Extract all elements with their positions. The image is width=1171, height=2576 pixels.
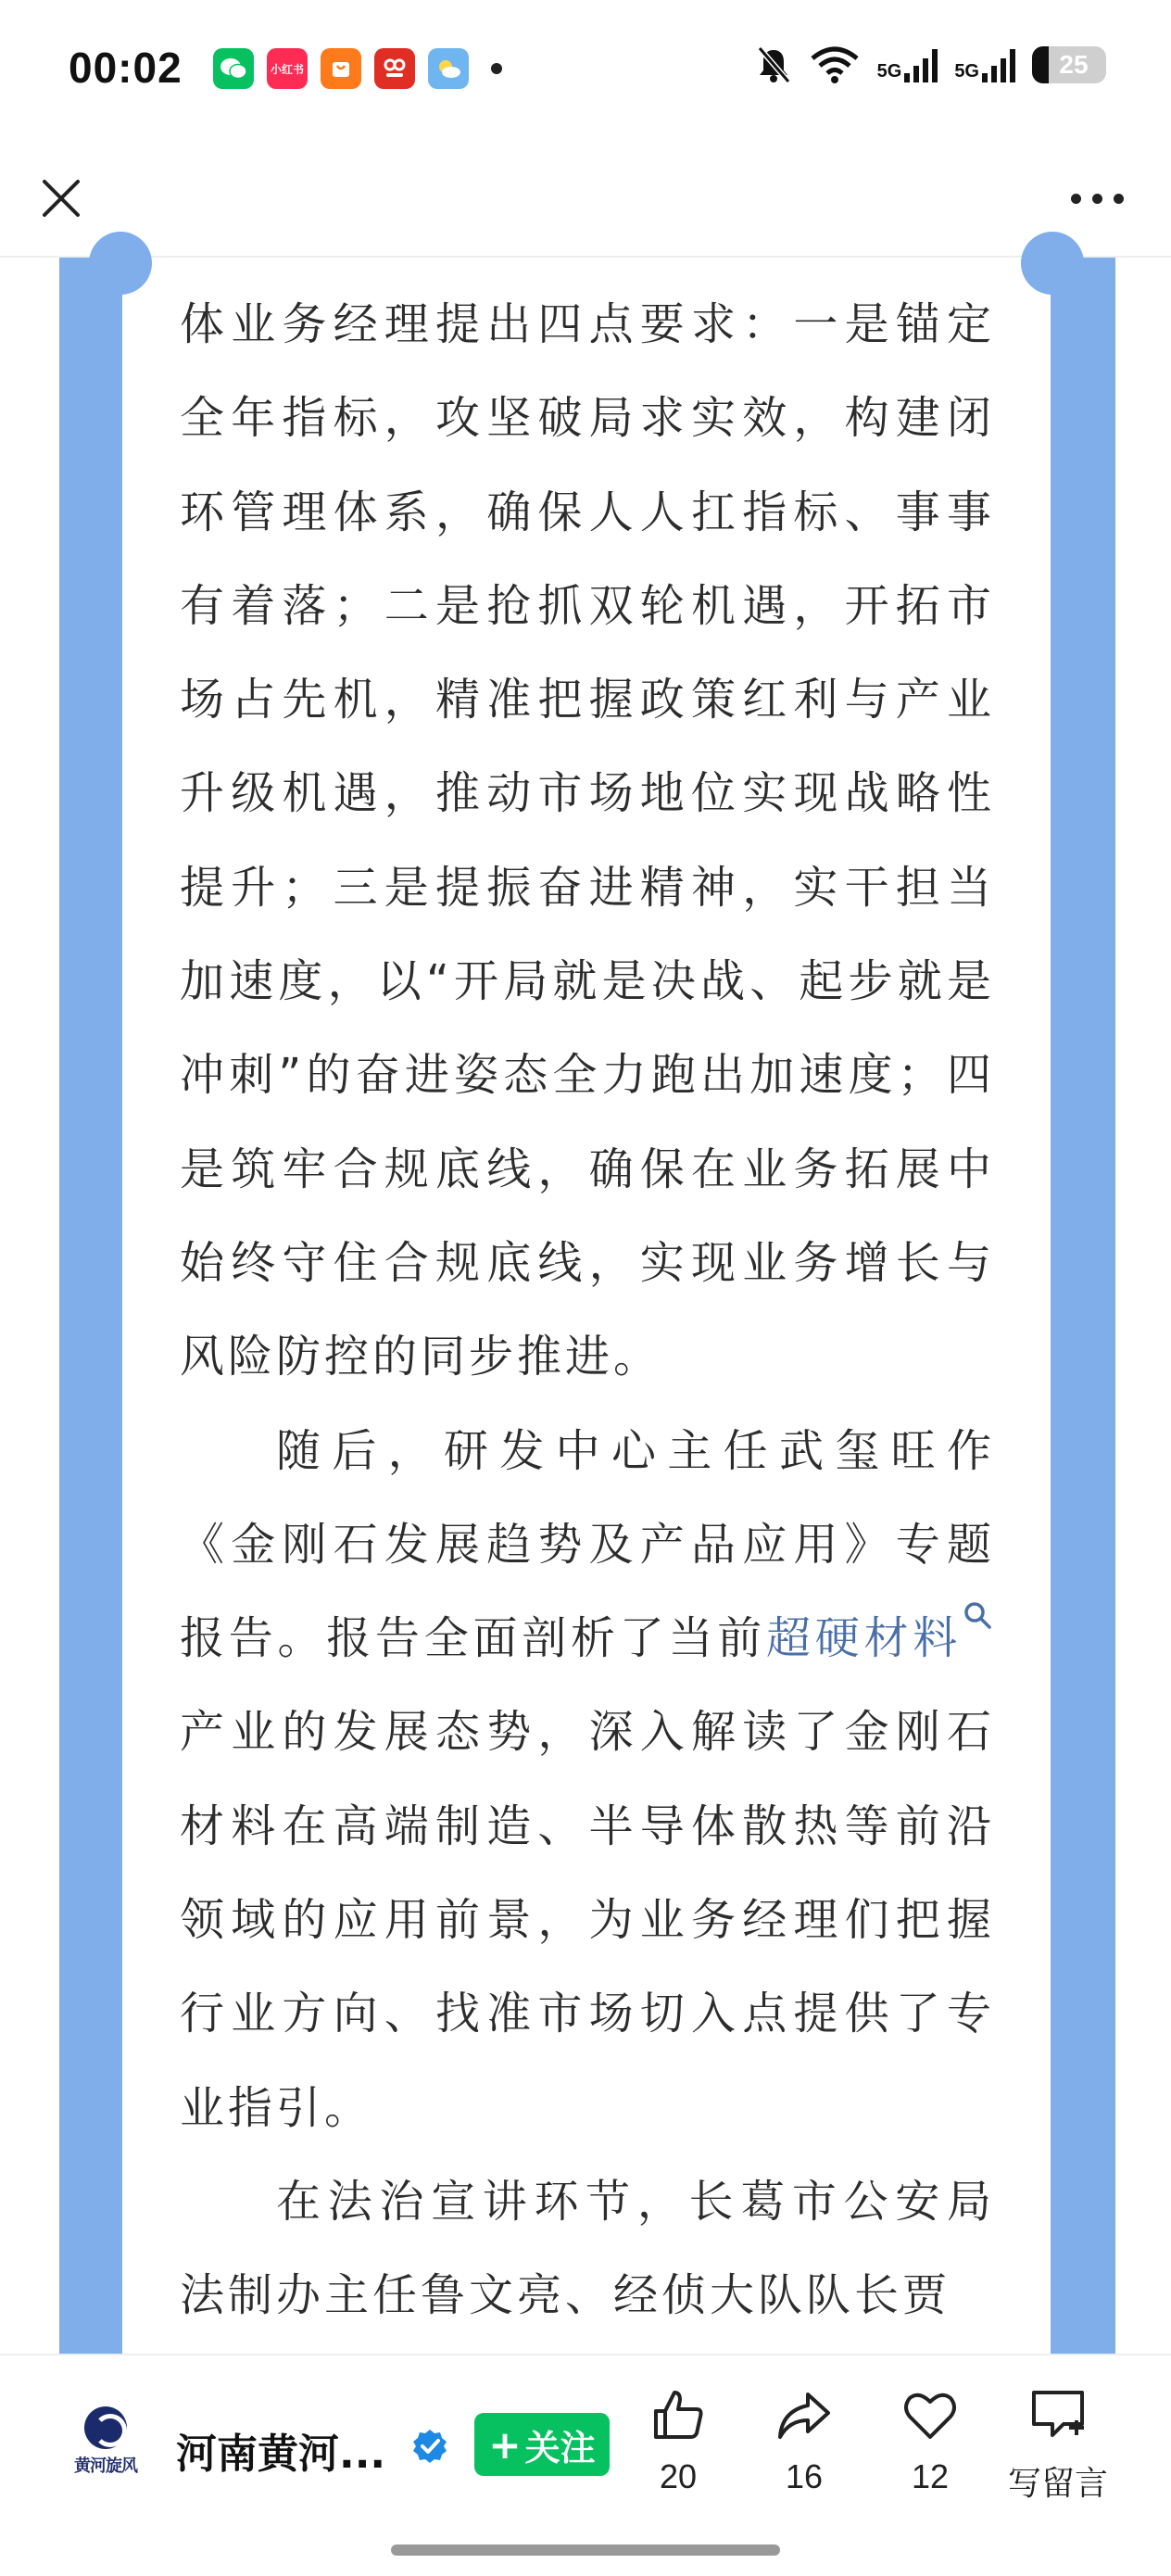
account-name[interactable]: 河南黄河...: [176, 2431, 386, 2478]
more-options-button[interactable]: [1051, 165, 1143, 232]
favorite-button[interactable]: [875, 2385, 986, 2496]
taobao-icon: [321, 48, 361, 89]
like-button[interactable]: [623, 2385, 734, 2496]
brand-logo-icon: [84, 2406, 127, 2449]
status-bar: [0, 0, 1171, 139]
status-indicators: [755, 44, 1106, 85]
wifi-icon: [809, 45, 861, 84]
wechat-icon: [213, 48, 254, 89]
thumbs-up-icon: [648, 2385, 708, 2444]
mute-bell-icon: [755, 44, 792, 85]
notification-app-icons: [213, 48, 502, 89]
battery-icon: 25: [1032, 46, 1106, 83]
more-notifications-dot: [491, 63, 502, 74]
comment-button[interactable]: [1002, 2385, 1114, 2505]
weather-icon: [428, 48, 469, 89]
top-nav-bar: [0, 139, 1171, 258]
pinduoduo-icon: [374, 48, 415, 89]
frame-corner-right: [1021, 232, 1084, 295]
article-body: [180, 278, 995, 2343]
bottom-action-bar: [0, 2354, 1171, 2576]
like-count: 20: [659, 2457, 698, 2495]
article-paragraph: 随后，研发中心主任武玺旺作《金刚石发展趋势及产品应用》专题报告。报告全面剖析了当前超硬材料产业的发展态势，深入解读了金刚石材料在高端制造、半导体散热等前沿领域的应用前景，为业务经理们把握行业方向、找准市场切入点提供了专业指引。: [180, 1424, 995, 2134]
favorite-count: 12: [911, 2457, 950, 2495]
search-icon[interactable]: [962, 1599, 995, 1633]
verified-badge-icon: [411, 2428, 448, 2465]
status-time: 00:02: [69, 44, 183, 92]
home-indicator[interactable]: [391, 2544, 780, 2556]
cellular-signal-2-icon: 5G: [954, 47, 1015, 82]
plus-icon: +: [488, 2421, 522, 2468]
keyword-link[interactable]: 超硬材料: [765, 1612, 962, 1665]
article-paragraph: 体业务经理提出四点要求：一是锚定全年指标，攻坚破局求实效，构建闭环管理体系，确保人人扛指标、事事有着落；二是抢抓双轮机遇，开拓市场占先机，精准把握政策红利与产业升级机遇，推动市场地位实现战略性提升；三是提振奋进精神，实干担当加速度，以“开局就是决战、起步就是冲刺”的奋进姿态全力跑出加速度；四是筑牢合规底线，确保在业务拓展中始终守住合规底线，实现业务增长与风险防控的同步推进。: [180, 298, 995, 1383]
comment-add-icon: [1028, 2385, 1088, 2444]
xiaohongshu-icon: 小红书: [267, 48, 308, 89]
article-paragraph: 在法治宣讲环节，长葛市公安局法制办主任鲁文亮、经侦大队队长贾: [180, 2175, 995, 2322]
cellular-signal-1-icon: 5G: [877, 47, 938, 82]
share-button[interactable]: [749, 2385, 860, 2496]
share-icon: [774, 2385, 834, 2444]
comment-label: 写留言: [1007, 2465, 1108, 2503]
heart-icon: [900, 2385, 960, 2444]
account-avatar[interactable]: 黄河旋风: [69, 2406, 143, 2490]
more-icon: [1071, 194, 1124, 204]
follow-button[interactable]: + 关注: [474, 2413, 610, 2476]
close-icon: [39, 176, 83, 221]
close-button[interactable]: [28, 165, 94, 232]
share-count: 16: [785, 2457, 824, 2495]
frame-corner-left: [89, 232, 152, 295]
